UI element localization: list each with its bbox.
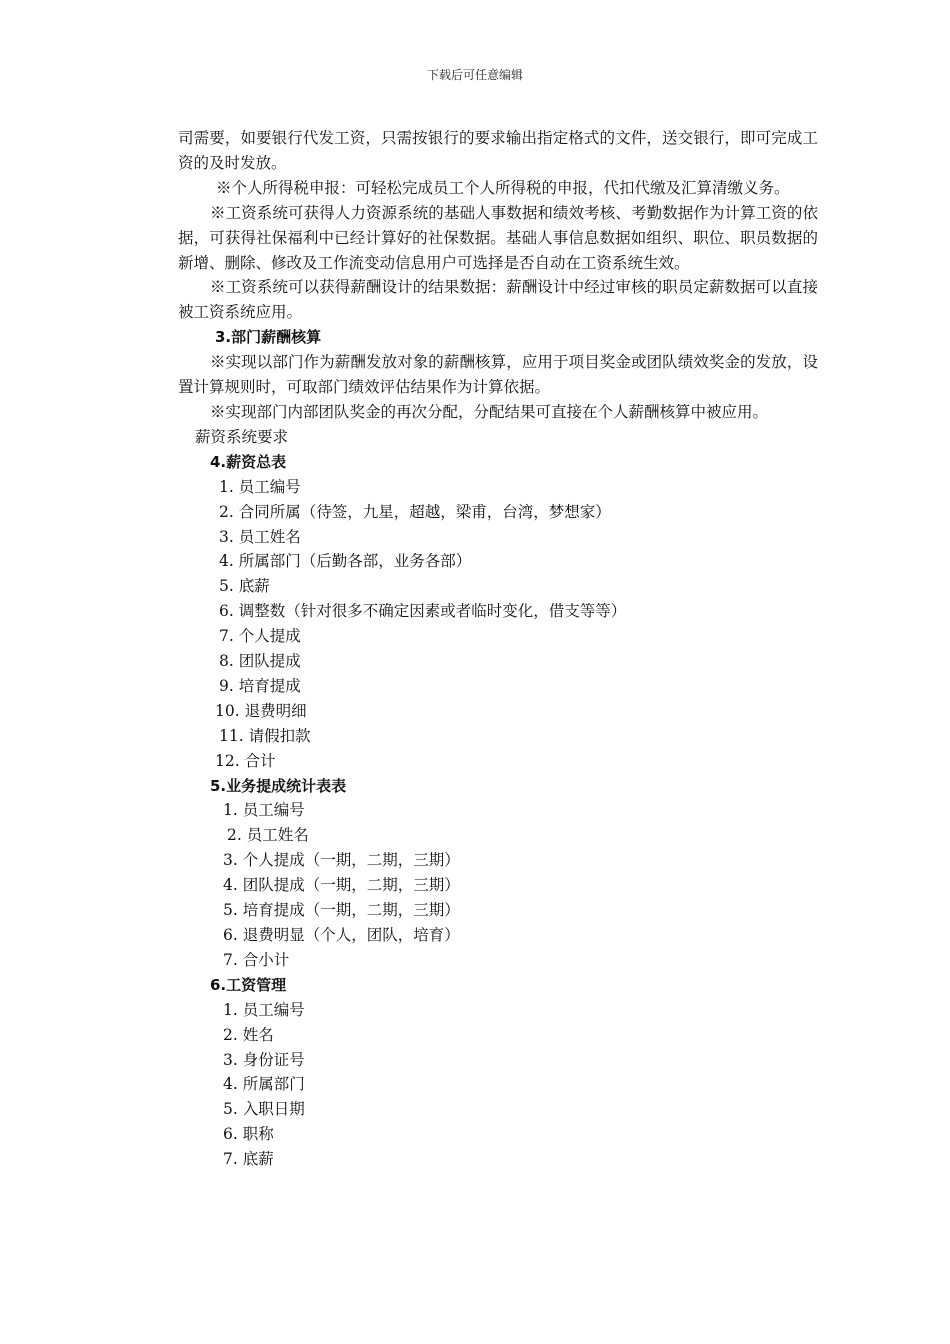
list-item: 12. 合计 [215, 751, 276, 770]
list-item: 6. 退费明显（个人，团队，培育） [223, 926, 460, 944]
paragraph: ※工资系统可获得人力资源系统的基础人事数据和绩效考核、考勤数据作为计算工资的依据，可获得社保福利中已经计算好的社保数据。基础人事信息数据如组织、职位、职员数据的新增、删除、修改及工作流变动信息用户可选择是否自动在工资系统生效。 [178, 203, 818, 272]
section-heading: 5.业务提成统计表表 [210, 776, 347, 795]
list-item: 4. 所属部门（后勤各部，业务各部） [219, 552, 472, 571]
list-item: 9. 培育提成 [219, 676, 301, 695]
list-item: 7. 个人提成 [219, 627, 301, 646]
section-heading: 3.部门薪酬核算 [215, 328, 322, 347]
list [178, 998, 818, 1172]
requirements-label: 薪资系统要求 [195, 427, 289, 446]
list-item: 7. 合小计 [223, 950, 290, 969]
list-item: 4. 所属部门 [223, 1075, 305, 1094]
list-item: 4. 团队提成（一期，二期，三期） [223, 876, 460, 895]
section-heading: 4.薪资总表 [210, 452, 287, 471]
list [178, 475, 818, 774]
page-header: 下载后可任意编辑 [426, 68, 523, 82]
list-item: 3. 员工姓名 [219, 527, 301, 546]
list-item: 10. 退费明细 [215, 701, 307, 720]
list-item: 6. 职称 [223, 1125, 274, 1144]
list-item: 3. 身份证号 [223, 1050, 305, 1069]
document-body [178, 126, 818, 1172]
list-item: 2. 合同所属（待签，九星，超越，梁甫，台湾，梦想家） [219, 502, 611, 521]
list-item: 5. 培育提成（一期，二期，三期） [223, 901, 460, 920]
list-item: 3. 个人提成（一期，二期，三期） [223, 851, 460, 870]
list-item: 2. 员工姓名 [227, 826, 309, 845]
paragraph: 司需要，如要银行代发工资，只需按银行的要求输出指定格式的文件，送交银行，即可完成工资的及时发放。 [178, 129, 818, 172]
list-item: 1. 员工编号 [223, 1000, 305, 1019]
section-heading: 6.工资管理 [210, 975, 287, 994]
paragraph: ※实现部门内部团队奖金的再次分配，分配结果可直接在个人薪酬核算中被应用。 [210, 402, 769, 421]
list-item: 5. 入职日期 [223, 1100, 305, 1119]
list [178, 798, 818, 972]
list-item: 11. 请假扣款 [219, 726, 311, 745]
paragraph: ※工资系统可以获得薪酬设计的结果数据：薪酬设计中经过审核的职员定薪数据可以直接被工资系统应用。 [178, 278, 818, 322]
paragraph: ※实现以部门作为薪酬发放对象的薪酬核算，应用于项目奖金或团队绩效奖金的发放，设置计算规则时，可取部门绩效评估结果作为计算依据。 [178, 353, 818, 397]
list-item: 6. 调整数（针对很多不确定因素或者临时变化，借支等等） [219, 602, 627, 621]
list-item: 8. 团队提成 [219, 652, 301, 671]
list-item: 7. 底薪 [223, 1150, 274, 1169]
list-item: 1. 员工编号 [219, 477, 301, 496]
list-item: 5. 底薪 [219, 577, 270, 596]
list-item: 2. 姓名 [223, 1025, 274, 1044]
paragraph: ※个人所得税申报：可轻松完成员工个人所得税的申报，代扣代缴及汇算清缴义务。 [216, 178, 790, 197]
list-item: 1. 员工编号 [223, 801, 305, 820]
